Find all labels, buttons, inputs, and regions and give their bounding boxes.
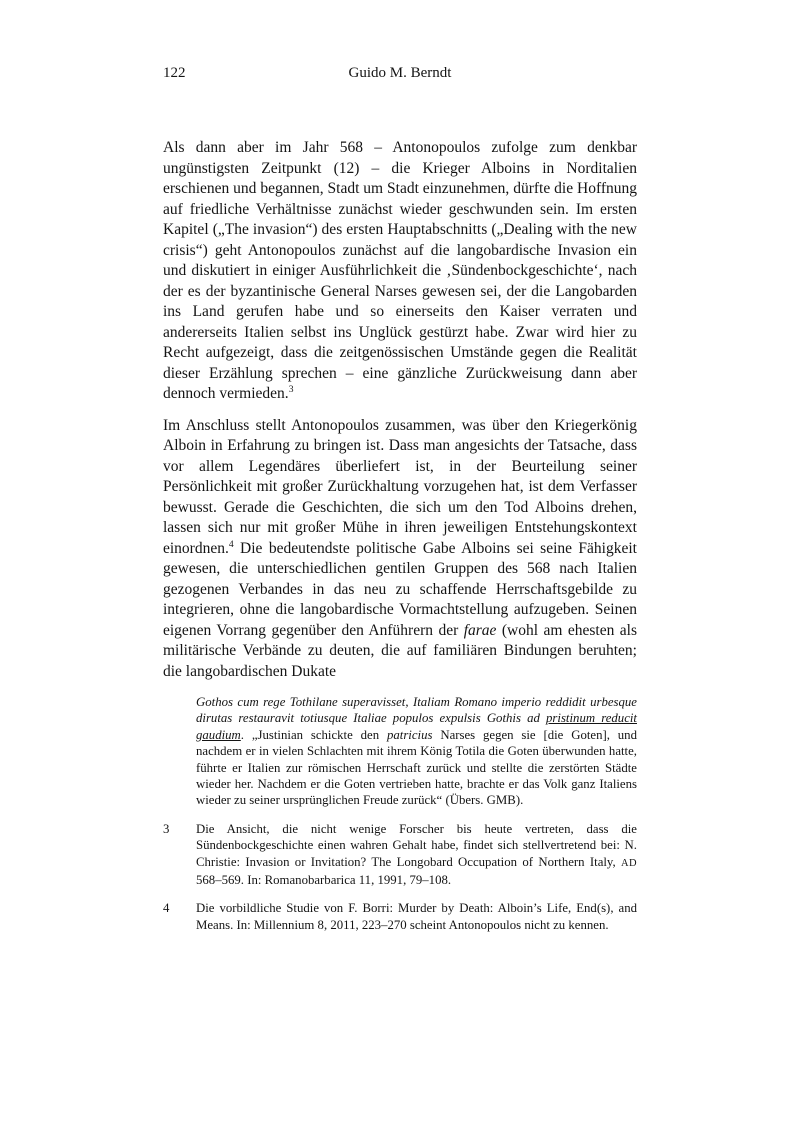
latin-quote-underlined: pristinum reducit gaudium [196,711,637,742]
footnote-3-text-b: 568–569. In: Romanobarbarica 11, 1991, 79–108. [196,873,452,888]
footnote-ref-3: 3 [288,383,294,395]
term-patricius: patricius [386,727,433,742]
paragraph-1-text: Als dann aber im Jahr 568 – Antonopoulos zufolge zum denkbar ungünstigsten Zeitpunkt (12) – die Krieger Alboins in Norditalien erschienen und begannen, Stadt um Stadt einzunehmen, dürfte die Hoffnung auf friedliche Verhältnisse zunächst wieder geschwunden sein. Im ersten Kapitel („The invasion“) des ersten Hauptabschnitts („Dealing with the new crisis“) geht Antonopoulos zunächst auf die langobardische Invasion ein und diskutiert in einiger Ausführlichkeit die ‚Sündenbockgeschichte‘, nach der es der byzantinische General Narses gewesen sei, der die Langobarden ins Land gerufen habe und so einerseits den Kaiser verraten und andererseits Italien selbst ins Unglück gestürzt habe. Zwar wird hier zu Recht aufgezeigt, dass die zeitgenössischen Umstände gegen die Realität dieser Erzählung sprechen – eine gänzliche Zurückweisung dann aber dennoch vermieden. [163,139,637,402]
footnote-ref-4: 4 [228,538,234,550]
footnote-4-text: Die vorbildliche Studie von F. Borri: Murder by Death: Alboin’s Life, End(s), and Means. In: Millennium 8, 2011, 223–270 scheint Antonopoulos nicht zu kennen. [196,901,637,932]
footnote-continuation-text-b: Narses gegen sie [die Goten], und nachdem er in vielen Schlachten mit ihrem König Totila die Goten überwunden hatte, führte er Italien zur römischen Herrschaft zurück und stellte die zerstörten Städte wieder her. Nachdem er die Goten vertrieben hatte, brachte er das Volk ganz Italiens wieder zu seiner ursprünglichen Freude zurück“ (Übers. GMB). [196,727,637,808]
footnote-4 [163,900,637,933]
footnote-3-text-a: Die Ansicht, die nicht wenige Forscher bis heute vertreten, dass die Sündenbockgeschichte einen wahren Gehalt habe, findet sich stellvertretend bei: N. Christie: Invasion or Invitation? The Longobard Occupation of Northern Italy, [196,821,637,869]
main-text [163,138,637,682]
page-number: 122 [163,65,186,81]
smallcaps-ad: AD [621,857,637,869]
running-head: Guido M. Berndt [348,65,452,81]
footnote-3 [163,821,637,889]
footnote-3-text [196,821,637,889]
footnotes-section [163,694,637,933]
paragraph-1 [163,138,637,405]
footnote-4-number: 4 [163,901,170,916]
paragraph-2 [163,416,637,683]
latin-quote: Gothos cum rege Tothilane superavisset, Italiam Romano imperio reddidit urbesque dirutas restauravit totiusque Italiae populos expulsis Gothis ad [196,695,637,726]
paragraph-2-text-b: Die bedeutendste politische Gabe Alboins sei seine Fähigkeit gewesen, die unterschiedlichen gentilen Gruppen des 568 nach Italien gezogenen Verbandes in das neu zu schaffende Herrschaftsgebilde zu integrieren, ohne die langobardische Vormachtstellung aufzugeben. Seinen eigenen Vorrang gegenüber den Anführern der [163,539,637,639]
page-header [163,64,637,82]
footnote-3-number: 3 [163,821,170,836]
paragraph-2-text-c: (wohl am ehesten als militärische Verbände zu deuten, die auf familiären Bindungen beruhten; die langobardischen Dukate [163,621,637,680]
footnote-continuation-text-a: . „Justinian schickte den [240,727,387,742]
term-farae: farae [463,621,497,639]
footnote-continuation [196,694,637,809]
paragraph-2-text-a: Im Anschluss stellt Antonopoulos zusammen, was über den Kriegerkönig Alboin in Erfahrung zu bringen ist. Dass man angesichts der Tatsache, dass vor allem Legendäres überliefert ist, in der Beurteilung seiner Persönlichkeit mit großer Zurückhaltung vorzugehen hat, ist dem Verfasser bewusst. Gerade die Geschichten, die sich um den Tod Alboins drehen, lassen sich nur mit großer Mühe in ihren jeweiligen Entstehungskontext einordnen. [163,416,637,557]
